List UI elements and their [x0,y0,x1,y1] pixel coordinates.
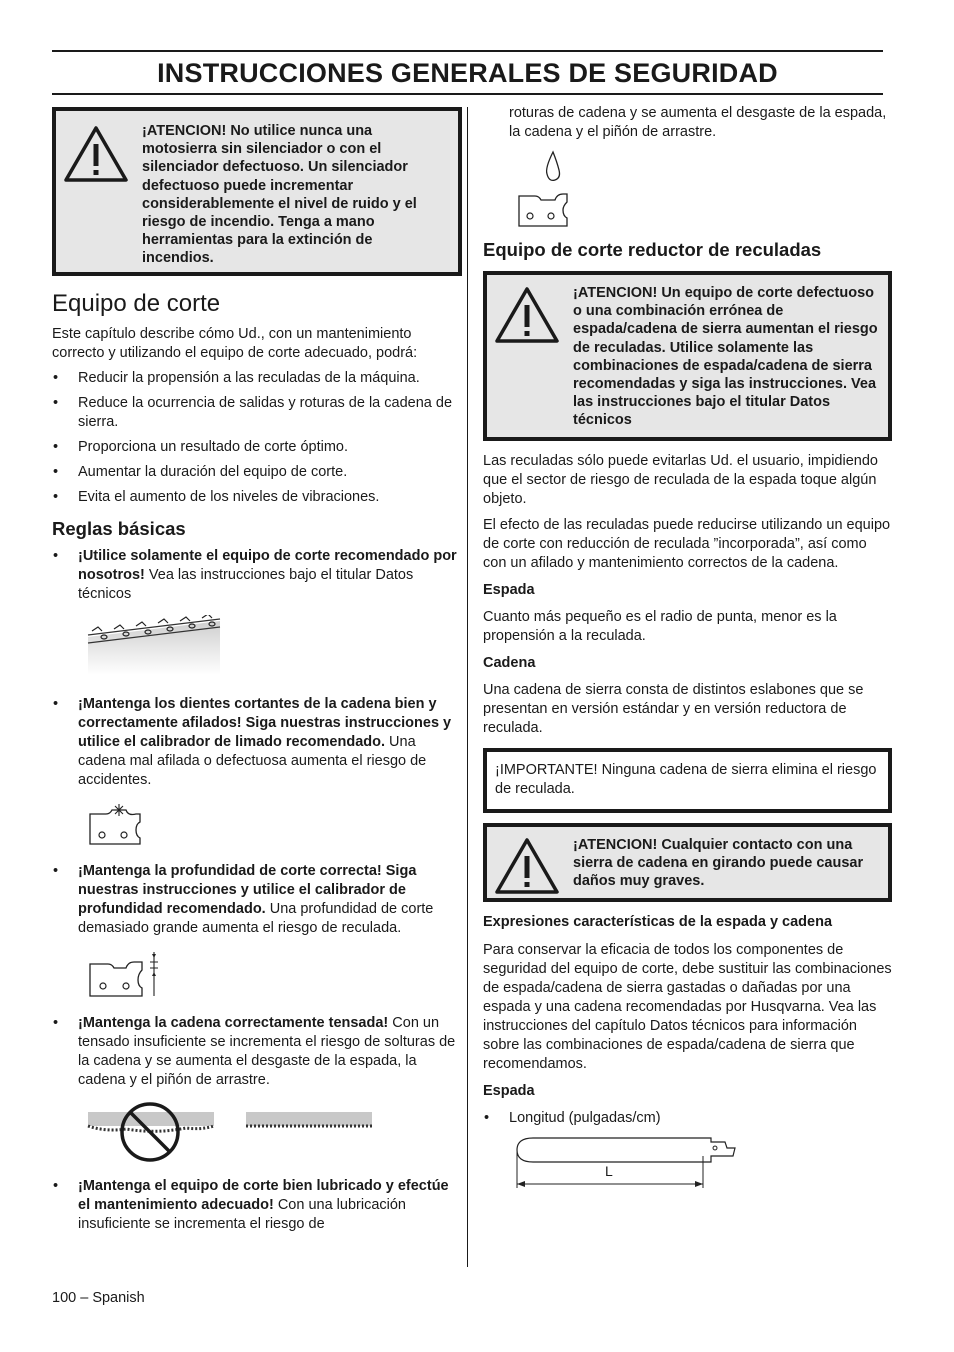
rule-item-lubrication [52,1177,462,1234]
left-column [52,107,462,1234]
chain-tension-images [86,1102,386,1166]
oil-drop-chain-icon [515,150,585,234]
expressions-title: Expresiones características de la espada y cadena [483,914,833,930]
header-rule-bottom [52,93,883,95]
muffler-warning-text: ¡ATENCION! No utilice nunca una motosierra sin silenciador o con el silenciador defectuoso. Un silenciador defectuoso puede incrementar considerablemente el nivel de ruido y el riesgo de incendio. Tenga a mano herramientas para la extinción de incendios. [142,123,417,267]
basic-rules-title: Reglas básicas [52,518,186,539]
rule-text: Vea las instrucciones bajo el titular Datos técnicos [78,567,414,602]
bar-list [483,1109,893,1128]
list-item: • Longitud (pulgadas/cm) [483,1109,893,1128]
rule-bold: ¡Mantenga la profundidad de corte correcta! Siga nuestras instrucciones y utilice el calibrador de profundidad recomendado. [78,863,417,917]
espada-label: Espada [483,582,535,598]
right-column [483,104,893,1204]
rule-item-tension [52,1014,462,1166]
rule-item-depth [52,862,462,1000]
kickback-paragraph-1: Las reculadas sólo puede evitarlas Ud. el usuario, impidiendo que el sector de riesgo de reculada de la espada toque algún objeto. [483,453,878,507]
list-item: • Reduce la ocurrencia de salidas y roturas de la cadena de sierra. [52,394,462,432]
rules-list [52,547,462,1234]
chain-image [86,615,226,681]
bar-length-diagram [513,1136,743,1204]
rule-item-sharpening [52,695,462,848]
warning-triangle-icon [62,124,130,184]
rule-bold: ¡Mantenga los dientes cortantes de la cadena bien y correctamente afilados! Siga nuestras instrucciones y utilice el calibrador de limado recomendado. [78,696,452,750]
expressions-text: Para conservar la eficacia de todos los componentes de seguridad del equipo de corte, debe sustituir las combinaciones de espada/cadena de sierra gastadas o dañadas por una espada y una cadena recomendadas por Husqvarna. Vea las instrucciones del capítulo Datos técnicos para información sobre las combinaciones de espada/cadena de sierra que recomendamos. [483,942,892,1072]
column-divider [467,107,468,1267]
rule-text: Con una lubricación insuficiente se incrementa el riesgo de [78,1197,406,1232]
kickback-warning-box [483,271,892,441]
guide-bar-outline [513,1136,743,1204]
important-box [483,748,892,813]
page-title: INSTRUCCIONES GENERALES DE SEGURIDAD [157,58,778,88]
section-title-cutting-equipment: Equipo de corte [52,290,221,317]
header-rule-top [52,50,883,52]
rule-text: Con un tensado insuficiente se incrementa el riesgo de solturas de la cadena y se aumenta el desgaste de la espada, la cadena y el piñón de arrastre. [78,1015,456,1088]
list-item: • Evita el aumento de los niveles de vibraciones. [52,488,462,507]
warning-triangle-icon [493,836,561,896]
rule-bold: ¡Mantenga el equipo de corte bien lubricado y efectúe el mantenimiento adecuado! [78,1178,449,1213]
page-footer: 100 – Spanish [52,1290,145,1306]
list-item: • Aumentar la duración del equipo de corte. [52,463,462,482]
kickback-paragraph-2: El efecto de las reculadas puede reducirse utilizando un equipo de corte con reducción de reculada ”incorporada”, así como con un afilado y mantenimiento correctos de la cadena. [483,517,891,571]
list-item: • Reducir la propensión a las reculadas de la máquina. [52,369,462,388]
cadena-text: Una cadena de sierra consta de distintos eslabones que se presentan en versión estándar y en versión reductora de reculada. [483,682,864,736]
rule-text: Una profundidad de corte demasiado grande aumenta el riesgo de reculada. [78,901,434,936]
benefits-list [52,369,462,507]
important-text: ¡IMPORTANTE! Ninguna cadena de sierra elimina el riesgo de reculada. [495,762,877,797]
intro-paragraph: Este capítulo describe cómo Ud., con un mantenimiento correcto y utilizando el equipo de corte adecuado, podrá: [52,326,418,361]
contact-warning-box [483,823,892,902]
list-item: • Proporciona un resultado de corte óptimo. [52,438,462,457]
espada-label-2: Espada [483,1083,535,1099]
rule-bold: ¡Mantenga la cadena correctamente tensada! [78,1015,389,1031]
sharp-tooth-icon [86,802,146,848]
kickback-section-title: Equipo de corte reductor de reculadas [483,239,822,260]
muffler-warning-box [52,107,462,276]
continued-text: roturas de cadena y se aumenta el desgaste de la espada, la cadena y el piñón de arrastre. [509,105,887,140]
contact-warning-text: ¡ATENCION! Cualquier contacto con una sierra de cadena en girando puede causar daños muy graves. [573,837,864,890]
bar-length-label: L [605,1163,613,1179]
warning-triangle-icon [493,285,561,345]
rule-text: Una cadena mal afilada o defectuosa aumenta el riesgo de accidentes. [78,734,427,788]
espada-text: Cuanto más pequeño es el radio de punta, menor es la propensión a la reculada. [483,609,837,644]
rule-bold: ¡Utilice solamente el equipo de corte recomendado por nosotros! [78,548,457,583]
rule-item-equipment [52,547,462,681]
cadena-label: Cadena [483,655,536,671]
kickback-warning-text: ¡ATENCION! Un equipo de corte defectuoso o una combinación errónea de espada/cadena de sierra aumentan el riesgo de reculadas. Utilice solamente las combinaciones de espada/cadena de sierra recomendadas y siga las instrucciones. Vea las instrucciones bajo el titular Datos técnicos [573,285,878,429]
depth-gauge-icon [86,950,160,1000]
